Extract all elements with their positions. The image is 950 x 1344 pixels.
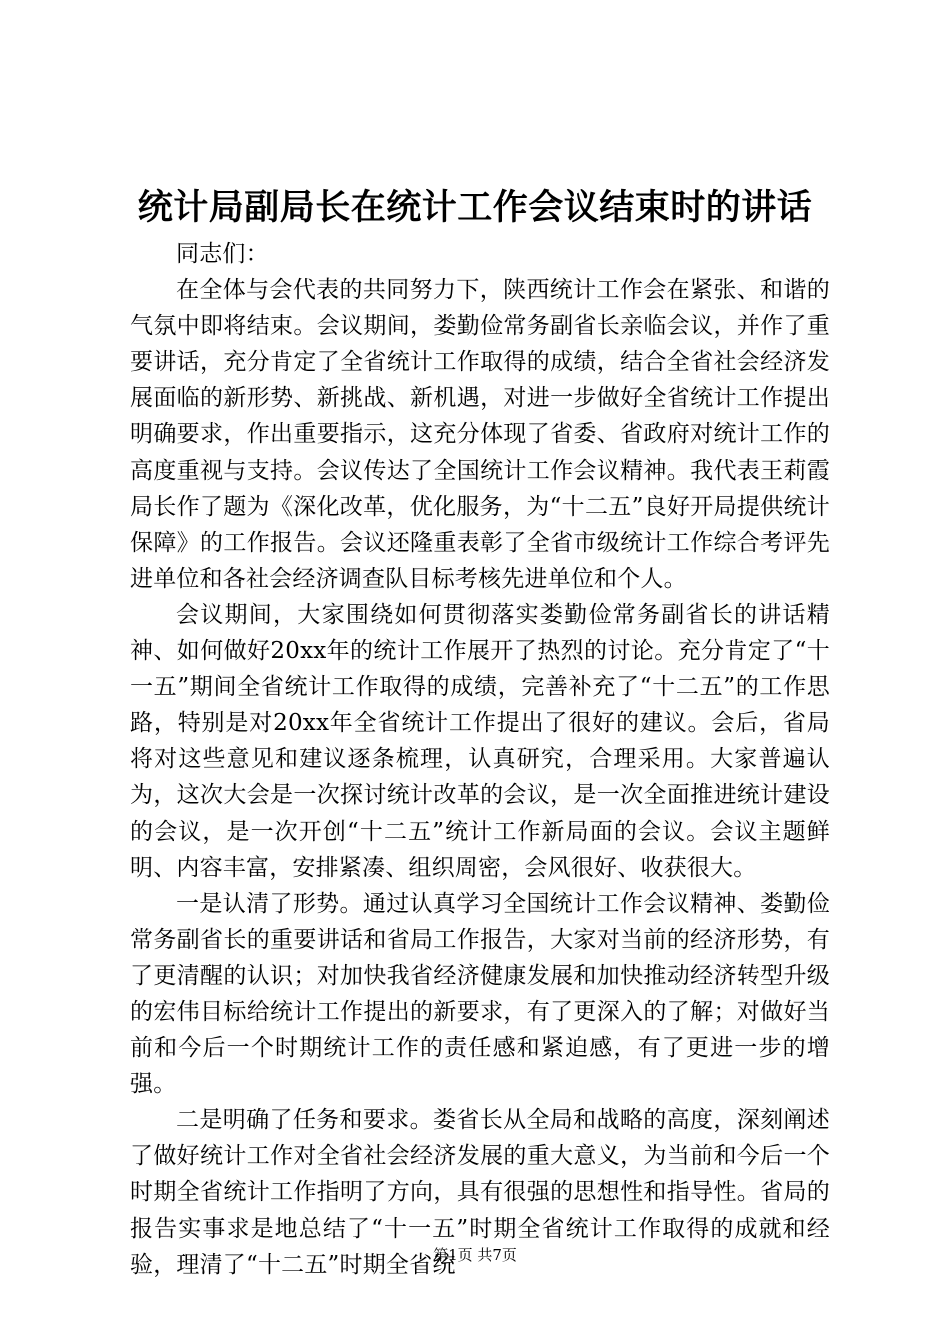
body-paragraph: 在全体与会代表的共同努力下，陕西统计工作会在紧张、和谐的气氛中即将结束。会议期间，娄勤俭常务副省长亲临会议，并作了重要讲话，充分肯定了全省统计工作取得的成绩，结合全省社会经济发展面临的新形势、新挑战、新机遇，对进一步做好全省统计工作提出明确要求，作出重要指示，这充分体现了省委、省政府对统计工作的高度重视与支持。会议传达了全国统计工作会议精神。我代表王莉霞局长作了题为《深化改革，优化服务，为“十二五”良好开局提供统计保障》的工作报告。会议还隆重表彰了全省市级统计工作综合考评先进单位和各社会经济调查队目标考核先进单位和个人。 (130, 277, 830, 592)
page-number-footer: 第1页 共7页 (433, 1246, 517, 1264)
document-title: 统计局副局长在统计工作会议结束时的讲话 (137, 187, 813, 228)
body-paragraph: 一是认清了形势。通过认真学习全国统计工作会议精神、娄勤俭常务副省长的重要讲话和省局工作报告，大家对当前的经济形势，有了更清醒的认识；对加快我省经济健康发展和加快推动经济转型升级的宏伟目标给统计工作提出的新要求，有了更深入的了解；对做好当前和今后一个时期统计工作的责任感和紧迫感，有了更进一步的增强。 (130, 890, 830, 1098)
document-body (130, 236, 830, 1283)
salutation-paragraph: 同志们： (176, 241, 269, 267)
body-paragraph: 会议期间，大家围绕如何贯彻落实娄勤俭常务副省长的讲话精神、如何做好20xx年的统计工作展开了热烈的讨论。充分肯定了“十一五”期间全省统计工作取得的成绩，完善补充了“十二五”的工作思路，特别是对20xx年全省统计工作提出了很好的建议。会后，省局将对这些意见和建议逐条梳理，认真研究，合理采用。大家普遍认为，这次大会是一次探讨统计改革的会议，是一次全面推进统计建设的会议，是一次开创“十二五”统计工作新局面的会议。会议主题鲜明、内容丰富，安排紧凑、组织周密，会风很好、收获很大。 (130, 601, 830, 881)
body-paragraph: 二是明确了任务和要求。娄省长从全局和战略的高度，深刻阐述了做好统计工作对全省社会经济发展的重大意义，为当前和今后一个时期全省统计工作指明了方向，具有很强的思想性和指导性。省局的报告实事求是地总结了“十一五”时期全省统计工作取得的成就和经验，理清了“十二五”时期全省统 (130, 1107, 830, 1278)
